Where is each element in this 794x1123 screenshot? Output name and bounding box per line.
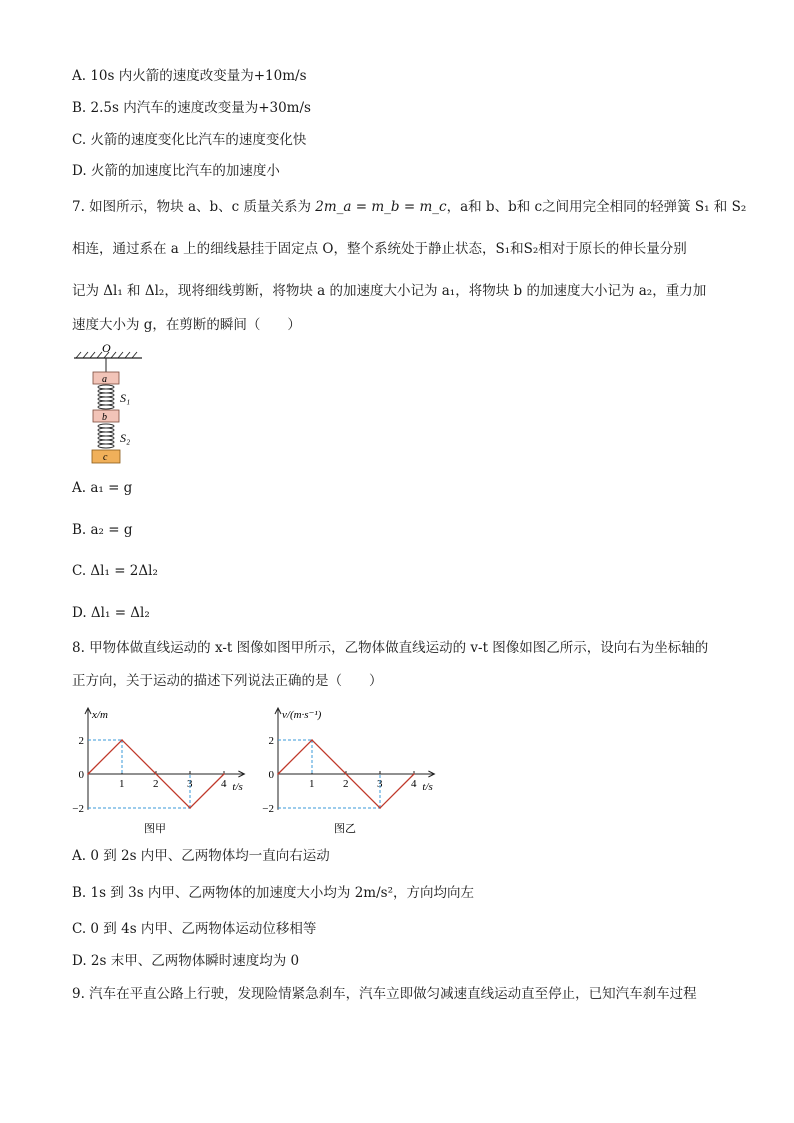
x-tick-label: 2 (153, 778, 159, 790)
y-tick-label: −2 (72, 803, 84, 815)
q7-option-d: D. Δl₁ = Δl₂ (72, 605, 150, 621)
chart-caption: 图甲 (144, 823, 166, 835)
q7-stem-line-3: 记为 Δl₁ 和 Δl₂，现将细线剪断，将物块 a 的加速度大小记为 a₁，将物块 b 的加速度大小记为 a₂，重力加 (72, 283, 707, 299)
q7-stem-line-2: 相连，通过系在 a 上的细线悬挂于固定点 O，整个系统处于静止状态，S₁和S₂相对于原长的伸长量分别 (72, 241, 687, 257)
data-point (223, 773, 225, 775)
q9-stem-line-1: 9. 汽车在平直公路上行驶，发现险情紧急刹车，汽车立即做匀减速直线运动直至停止，已知汽车刹车过程 (72, 986, 697, 1002)
q7-stem-line-1: 7. 如图所示，物块 a、b、c 质量关系为 2m_a = m_b = m_c，a和 b、b和 c之间用完全相同的轻弹簧 S₁ 和 S₂ (72, 199, 747, 215)
chart-jia (72, 702, 272, 840)
q8-option-d: D. 2s 末甲、乙两物体瞬时速度均为 0 (72, 953, 300, 969)
x-tick-label: 3 (187, 778, 193, 790)
data-point (311, 739, 313, 741)
q8-stem-line-2: 正方向，关于运动的描述下列说法正确的是（ ） (72, 673, 383, 689)
block-c-label: c (103, 452, 108, 463)
data-point (87, 773, 89, 775)
q8-option-a: A. 0 到 2s 内甲、乙两物体均一直向右运动 (72, 848, 330, 864)
y-axis-label: x/m (92, 709, 108, 721)
q7-option-a: A. a₁ = g (72, 480, 133, 496)
q8-option-b: B. 1s 到 3s 内甲、乙两物体的加速度大小均为 2m/s²，方向均向左 (72, 885, 474, 901)
block-a-label: a (102, 374, 107, 385)
x-axis-label: t/s (232, 781, 243, 793)
q7-option-b: B. a₂ = g (72, 522, 133, 538)
spring-s2 (98, 424, 114, 448)
x-tick-label: 4 (411, 778, 417, 790)
y-tick-label: 2 (78, 735, 84, 747)
q7-spring-figure (72, 340, 152, 466)
data-point (189, 807, 191, 809)
q6-option-b: B. 2.5s 内汽车的速度改变量为+30m/s (72, 100, 311, 116)
q7-stem-line-4: 速度大小为 g，在剪断的瞬间（ ） (72, 317, 301, 333)
chart-caption: 图乙 (334, 823, 356, 835)
chart-yi (262, 702, 462, 840)
q7-mass-relation: 2m_a = m_b = m_c (315, 199, 447, 215)
x-tick-label: 1 (309, 778, 315, 790)
y-tick-label: 0 (78, 769, 84, 781)
data-point (379, 807, 381, 809)
q6-option-a: A. 10s 内火箭的速度改变量为+10m/s (72, 68, 307, 84)
data-point (121, 739, 123, 741)
y-tick-label: 0 (268, 769, 274, 781)
fig-label-O: O (102, 341, 111, 355)
block-b-label: b (102, 412, 107, 423)
q8-stem-line-1: 8. 甲物体做直线运动的 x-t 图像如图甲所示，乙物体做直线运动的 v-t 图像如图乙所示，设向右为坐标轴的 (72, 640, 709, 656)
x-tick-label: 2 (343, 778, 349, 790)
x-tick-label: 3 (377, 778, 383, 790)
y-tick-label: −2 (262, 803, 274, 815)
x-axis-label: t/s (422, 781, 433, 793)
spring-s1-label: S₁ (120, 391, 131, 405)
spring-s1 (98, 385, 114, 409)
y-axis-label: v/(m·s⁻¹) (282, 709, 322, 721)
x-tick-label: 1 (119, 778, 125, 790)
q6-option-c: C. 火箭的速度变化比汽车的速度变化快 (72, 132, 307, 148)
data-point (413, 773, 415, 775)
q7-option-c: C. Δl₁ = 2Δl₂ (72, 563, 158, 579)
spring-s2-label: S₂ (120, 431, 131, 445)
q6-option-d: D. 火箭的加速度比汽车的加速度小 (72, 163, 280, 179)
x-tick-label: 4 (221, 778, 227, 790)
q8-option-c: C. 0 到 4s 内甲、乙两物体运动位移相等 (72, 921, 317, 937)
data-point (277, 773, 279, 775)
y-tick-label: 2 (268, 735, 274, 747)
